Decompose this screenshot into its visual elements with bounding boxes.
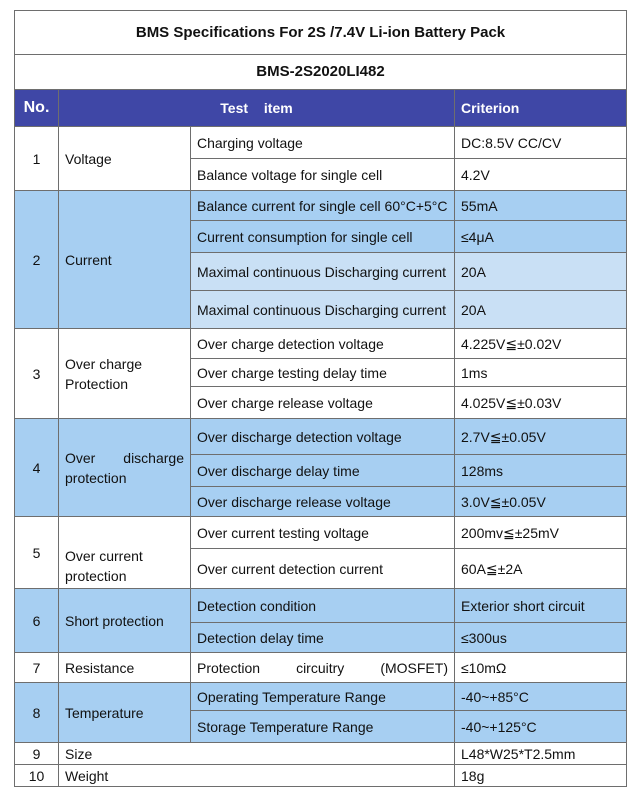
test-item: Protection circuitry (MOSFET): [191, 653, 455, 683]
row-number: 4: [15, 419, 59, 517]
table-row: [15, 517, 627, 549]
table-row: [15, 743, 627, 765]
category-label: Over discharge protection: [59, 419, 191, 517]
criterion-value: -40~+85°C: [455, 683, 627, 711]
test-item: Maximal continuous Discharging current: [191, 291, 455, 329]
row-number: 7: [15, 653, 59, 683]
criterion-value: 55mA: [455, 191, 627, 221]
test-item: Over charge detection voltage: [191, 329, 455, 359]
row-number: 3: [15, 329, 59, 419]
criterion-value: 20A: [455, 253, 627, 291]
criterion-value: 20A: [455, 291, 627, 329]
row-number: 10: [15, 765, 59, 787]
table-row: [15, 765, 627, 787]
test-item: Balance current for single cell 60°C+5°C: [191, 191, 455, 221]
criterion-value: 4.2V: [455, 159, 627, 191]
criterion-value: 18g: [455, 765, 627, 787]
criterion-value: 200mv≦±25mV: [455, 517, 627, 549]
table-row: [15, 653, 627, 683]
row-number: 2: [15, 191, 59, 329]
category-label: Over charge Protection: [59, 329, 191, 419]
test-item: Over current testing voltage: [191, 517, 455, 549]
criterion-value: -40~+125°C: [455, 711, 627, 743]
category-label: Weight: [59, 765, 455, 787]
criterion-value: L48*W25*T2.5mm: [455, 743, 627, 765]
test-item: Balance voltage for single cell: [191, 159, 455, 191]
row-number: 6: [15, 589, 59, 653]
row-number: 5: [15, 517, 59, 589]
header-criterion: Criterion: [455, 90, 627, 127]
criterion-value: ≤300us: [455, 623, 627, 653]
test-item: Over discharge detection voltage: [191, 419, 455, 455]
header-test-item: Test item: [59, 90, 455, 127]
criterion-value: ≤4μA: [455, 221, 627, 253]
test-item: Detection delay time: [191, 623, 455, 653]
header-no: No.: [15, 90, 59, 127]
table-row: [15, 683, 627, 711]
table-row: [15, 419, 627, 455]
criterion-value: 60A≦±2A: [455, 549, 627, 589]
test-item: Over charge testing delay time: [191, 359, 455, 387]
spec-table: [14, 10, 627, 787]
test-item: Storage Temperature Range: [191, 711, 455, 743]
test-item: Charging voltage: [191, 127, 455, 159]
category-label: Voltage: [59, 127, 191, 191]
test-item: Current consumption for single cell: [191, 221, 455, 253]
criterion-value: 3.0V≦±0.05V: [455, 487, 627, 517]
row-number: 8: [15, 683, 59, 743]
test-item: Over discharge release voltage: [191, 487, 455, 517]
category-label: Temperature: [59, 683, 191, 743]
bms-spec-sheet: [14, 10, 626, 787]
category-label: Current: [59, 191, 191, 329]
category-label: Over current protection: [59, 517, 191, 589]
test-item: Over discharge delay time: [191, 455, 455, 487]
table-row: [15, 589, 627, 623]
criterion-value: Exterior short circuit: [455, 589, 627, 623]
test-item: Detection condition: [191, 589, 455, 623]
criterion-value: 4.025V≦±0.03V: [455, 387, 627, 419]
document-title: BMS Specifications For 2S /7.4V Li-ion Battery Pack: [15, 11, 627, 55]
category-label: Size: [59, 743, 455, 765]
criterion-value: DC:8.5V CC/CV: [455, 127, 627, 159]
criterion-value: 1ms: [455, 359, 627, 387]
test-item: Over charge release voltage: [191, 387, 455, 419]
row-number: 1: [15, 127, 59, 191]
criterion-value: 128ms: [455, 455, 627, 487]
category-label: Short protection: [59, 589, 191, 653]
criterion-value: 4.225V≦±0.02V: [455, 329, 627, 359]
table-row: [15, 127, 627, 159]
row-number: 9: [15, 743, 59, 765]
table-row: [15, 191, 627, 221]
test-item: Operating Temperature Range: [191, 683, 455, 711]
criterion-value: 2.7V≦±0.05V: [455, 419, 627, 455]
test-item: Maximal continuous Discharging current: [191, 253, 455, 291]
table-row: [15, 329, 627, 359]
test-item: Over current detection current: [191, 549, 455, 589]
criterion-value: ≤10mΩ: [455, 653, 627, 683]
model-number: BMS-2S2020LI482: [15, 55, 627, 90]
category-label: Resistance: [59, 653, 191, 683]
